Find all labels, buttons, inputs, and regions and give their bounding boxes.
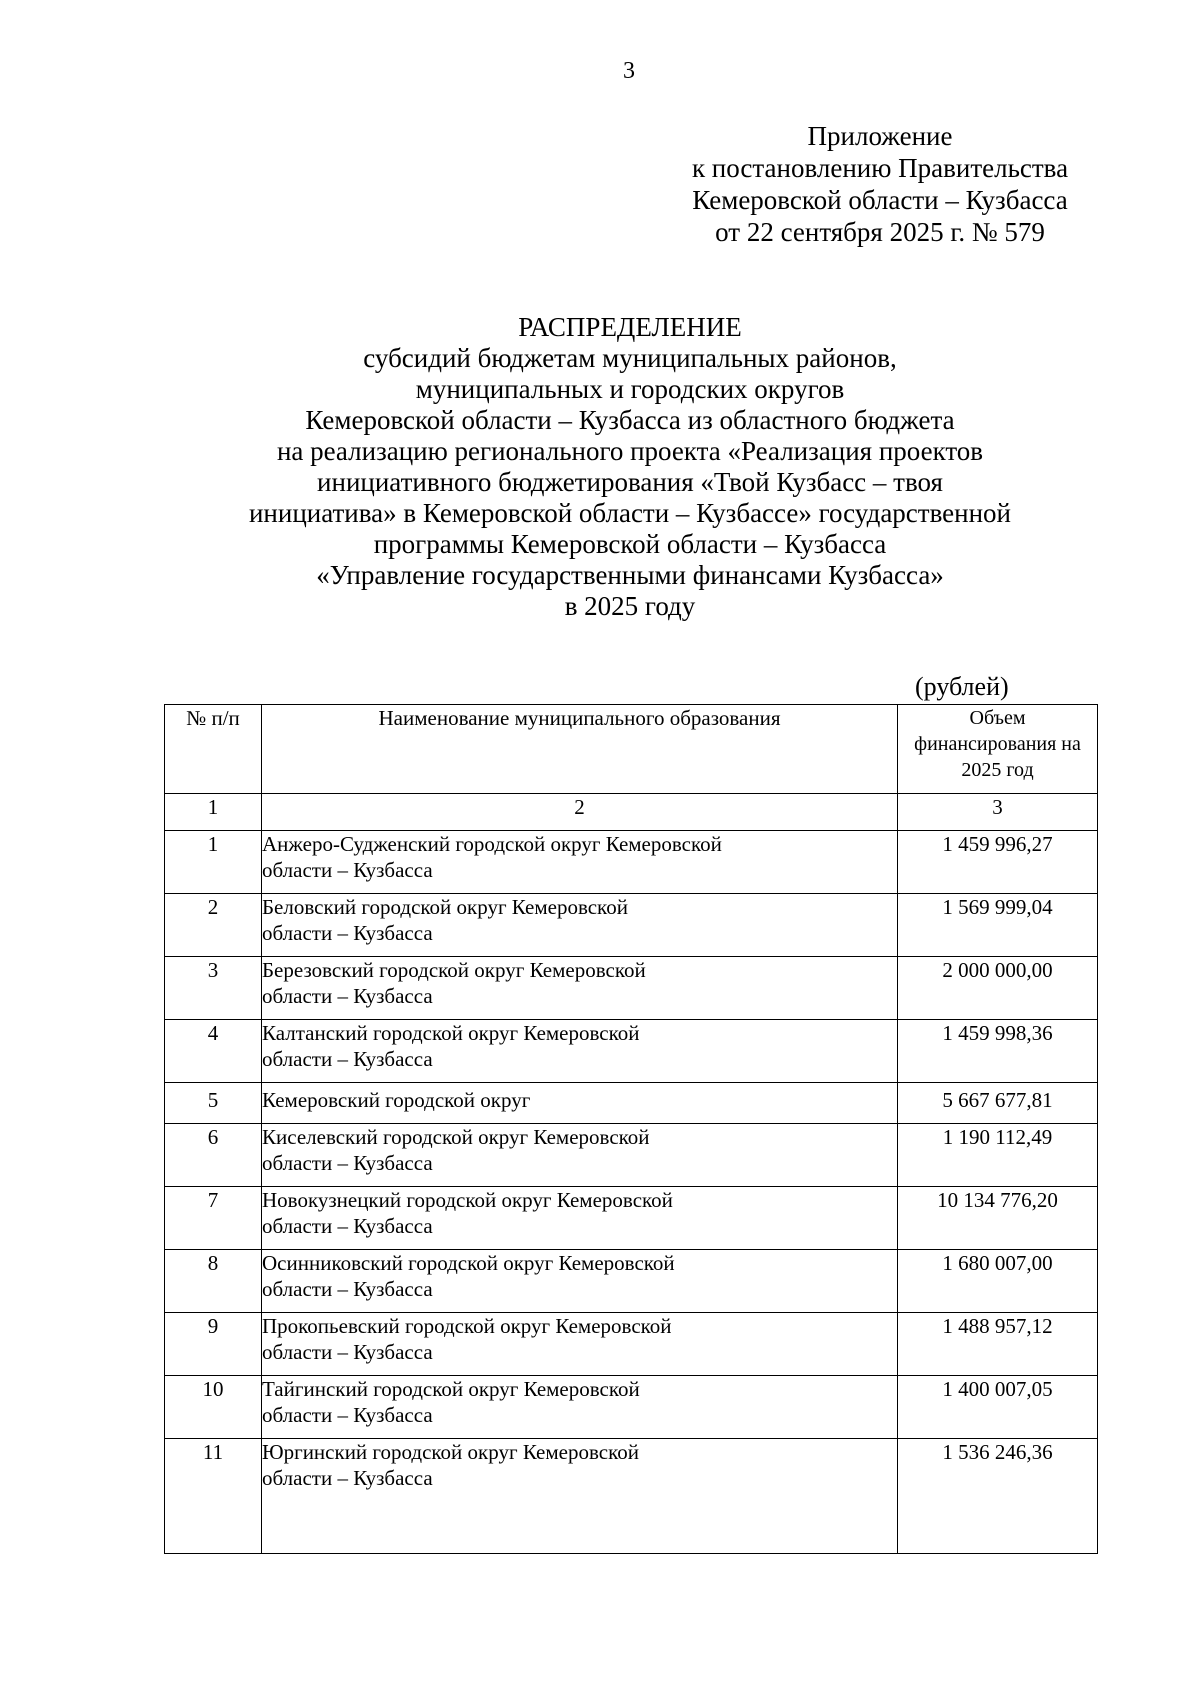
row-number: 10 xyxy=(165,1376,262,1439)
title-line: на реализацию регионального проекта «Реализация проектов xyxy=(276,436,984,466)
title-line: Кемеровской области – Кузбасса из областного бюджета xyxy=(305,405,955,435)
title-line: РАСПРЕДЕЛЕНИЕ xyxy=(518,312,742,342)
municipality-name-line: области – Кузбасса xyxy=(262,921,433,945)
funding-amount: 2 000 000,00 xyxy=(898,957,1098,1020)
header-name: Наименование муниципального образования xyxy=(262,705,898,794)
municipality-name-line: области – Кузбасса xyxy=(262,1214,433,1238)
table-row xyxy=(165,957,1098,1020)
row-number: 6 xyxy=(165,1124,262,1187)
municipality-name xyxy=(262,957,898,1020)
header-sum-line: 2025 год xyxy=(961,759,1034,781)
funding-amount: 5 667 677,81 xyxy=(898,1083,1098,1124)
municipality-name-line: Калтанский городской округ Кемеровской xyxy=(262,1021,640,1045)
municipality-name xyxy=(262,1020,898,1083)
municipality-name-line: области – Кузбасса xyxy=(262,1047,433,1071)
municipality-name-line: Новокузнецкий городской округ Кемеровской xyxy=(262,1188,673,1212)
document-title xyxy=(150,312,1110,622)
column-index: 3 xyxy=(898,794,1098,831)
municipality-name xyxy=(262,831,898,894)
appendix-line: к постановлению Правительства xyxy=(691,153,1069,183)
column-index: 1 xyxy=(165,794,262,831)
row-number: 8 xyxy=(165,1250,262,1313)
municipality-name-line: Прокопьевский городской округ Кемеровской xyxy=(262,1314,672,1338)
header-sum-line: финансирования на xyxy=(914,733,1081,755)
funding-amount: 10 134 776,20 xyxy=(898,1187,1098,1250)
municipality-name xyxy=(262,1187,898,1250)
municipality-name xyxy=(262,1124,898,1187)
funding-amount: 1 569 999,04 xyxy=(898,894,1098,957)
funding-amount: 1 459 998,36 xyxy=(898,1020,1098,1083)
header-num: № п/п xyxy=(165,705,262,794)
municipality-name xyxy=(262,1313,898,1376)
funding-amount: 1 400 007,05 xyxy=(898,1376,1098,1439)
distribution-table xyxy=(164,704,1098,1554)
row-number: 7 xyxy=(165,1187,262,1250)
municipality-name xyxy=(262,1083,898,1124)
table-row xyxy=(165,1313,1098,1376)
header-sum-line: Объем xyxy=(969,707,1026,729)
table-row xyxy=(165,1083,1098,1124)
title-line: инициатива» в Кемеровской области – Кузбассе» государственной xyxy=(248,498,1012,528)
appendix-line: Приложение xyxy=(807,121,953,151)
municipality-name xyxy=(262,894,898,957)
column-index: 2 xyxy=(262,794,898,831)
funding-amount: 1 680 007,00 xyxy=(898,1250,1098,1313)
title-line: программы Кемеровской области – Кузбасса xyxy=(373,529,887,559)
appendix-line: Кемеровской области – Кузбасса xyxy=(692,185,1068,215)
header-sum xyxy=(898,705,1098,794)
municipality-name-line: области – Кузбасса xyxy=(262,1340,433,1364)
municipality-name-line: Киселевский городской округ Кемеровской xyxy=(262,1125,650,1149)
municipality-name-line: Беловский городской округ Кемеровской xyxy=(262,895,628,919)
municipality-name-line: области – Кузбасса xyxy=(262,1466,433,1490)
title-line: муниципальных и городских округов xyxy=(415,374,845,404)
title-line: «Управление государственными финансами Кузбасса» xyxy=(316,560,944,590)
title-line: в 2025 году xyxy=(564,591,696,621)
appendix-line: от 22 сентября 2025 г. № 579 xyxy=(715,217,1045,247)
municipality-name-line: Юргинский городской округ Кемеровской xyxy=(262,1440,639,1464)
row-number: 1 xyxy=(165,831,262,894)
municipality-name-line: области – Кузбасса xyxy=(262,984,433,1008)
municipality-name-line: Анжеро-Судженский городской округ Кемеровской xyxy=(262,832,722,856)
row-number: 3 xyxy=(165,957,262,1020)
table-row xyxy=(165,1439,1098,1554)
municipality-name xyxy=(262,1439,898,1554)
municipality-name-line: области – Кузбасса xyxy=(262,1277,433,1301)
table-row xyxy=(165,1250,1098,1313)
row-number: 4 xyxy=(165,1020,262,1083)
table-row xyxy=(165,1187,1098,1250)
municipality-name-line: Березовский городской округ Кемеровской xyxy=(262,958,646,982)
funding-amount: 1 190 112,49 xyxy=(898,1124,1098,1187)
municipality-name-line: Тайгинский городской округ Кемеровской xyxy=(262,1377,640,1401)
column-index-row xyxy=(165,794,1098,831)
municipality-name-line: Кемеровский городской округ xyxy=(262,1088,531,1112)
municipality-name xyxy=(262,1250,898,1313)
municipality-name-line: области – Кузбасса xyxy=(262,1403,433,1427)
funding-amount: 1 536 246,36 xyxy=(898,1439,1098,1554)
title-line: инициативного бюджетирования «Твой Кузбасс – твоя xyxy=(317,467,943,497)
table-row xyxy=(165,1124,1098,1187)
funding-amount: 1 459 996,27 xyxy=(898,831,1098,894)
municipality-name xyxy=(262,1376,898,1439)
municipality-name-line: области – Кузбасса xyxy=(262,1151,433,1175)
appendix-block xyxy=(660,120,1100,248)
row-number: 5 xyxy=(165,1083,262,1124)
municipality-name-line: Осинниковский городской округ Кемеровской xyxy=(262,1251,675,1275)
row-number: 11 xyxy=(165,1439,262,1554)
page-number: 3 xyxy=(623,58,635,84)
municipality-name-line: области – Кузбасса xyxy=(262,858,433,882)
table-row xyxy=(165,894,1098,957)
row-number: 9 xyxy=(165,1313,262,1376)
table-row xyxy=(165,831,1098,894)
units-label: (рублей) xyxy=(915,672,1009,701)
table-row xyxy=(165,1020,1098,1083)
title-line: субсидий бюджетам муниципальных районов, xyxy=(363,343,897,373)
row-number: 2 xyxy=(165,894,262,957)
table-header-row xyxy=(165,705,1098,794)
table-row xyxy=(165,1376,1098,1439)
funding-amount: 1 488 957,12 xyxy=(898,1313,1098,1376)
